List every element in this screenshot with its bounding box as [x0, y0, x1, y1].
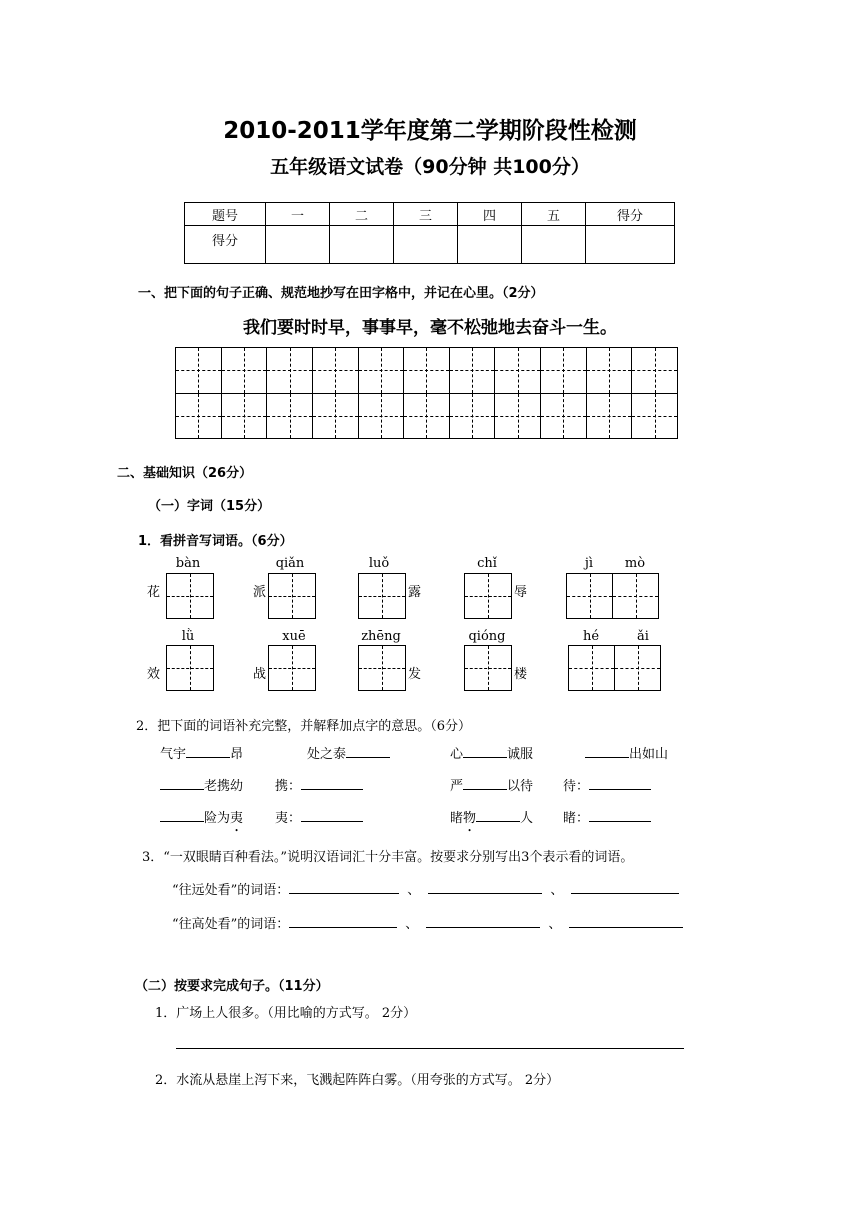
fill-blank[interactable]	[186, 757, 230, 758]
pinyin-label: zhēng	[361, 629, 401, 644]
score-header-cell: 得分	[586, 203, 675, 226]
grid-cell[interactable]	[631, 347, 678, 394]
fill-blank[interactable]	[463, 757, 507, 758]
score-header-cell: 题号	[185, 203, 266, 226]
grid-cell[interactable]	[631, 393, 678, 440]
grid-cell[interactable]	[175, 347, 222, 394]
writing-box[interactable]	[566, 573, 613, 619]
subsection1-heading: （一）字词（15分）	[148, 499, 271, 514]
score-header-cell: 五	[522, 203, 586, 226]
pinyin-label: lǜ	[181, 629, 195, 644]
score-header-cell: 三	[394, 203, 458, 226]
char-before: 战	[253, 667, 267, 682]
idiom-item: 心 诚服	[450, 747, 534, 762]
writing-box[interactable]	[268, 573, 316, 619]
explain-item: 睹：	[563, 807, 651, 826]
pinyin-label: qióng	[468, 629, 506, 644]
writing-box[interactable]	[166, 645, 214, 691]
fill-blank[interactable]	[476, 821, 520, 822]
sentence-task: 2．水流从悬崖上泻下来，飞溅起阵阵白雾。（用夸张的方式写。 2分）	[155, 1073, 560, 1088]
pinyin-label: ǎi	[637, 629, 649, 644]
q3-line: “往远处看”的词语： 、 、	[172, 879, 679, 898]
explain-item: 待：	[563, 775, 651, 794]
score-entry-cell[interactable]	[458, 226, 522, 264]
fill-blank[interactable]	[589, 821, 651, 822]
score-header-cell: 二	[330, 203, 394, 226]
pinyin-label: jì	[584, 556, 594, 571]
fill-blank[interactable]	[463, 789, 507, 790]
score-row-label: 得分	[185, 226, 266, 264]
pinyin-label: chǐ	[477, 556, 497, 571]
pinyin-label: hé	[582, 629, 600, 644]
grid-cell[interactable]	[540, 393, 587, 440]
char-before: 花	[147, 585, 161, 600]
exam-title: 2010-2011学年度第二学期阶段性检测	[223, 118, 637, 144]
writing-box[interactable]	[568, 645, 615, 691]
subsection2-heading: （二）按要求完成句子。（11分）	[135, 979, 329, 994]
fill-blank[interactable]	[301, 789, 363, 790]
q2-heading: 2．把下面的词语补充完整，并解释加点字的意思。（6分）	[136, 719, 472, 734]
score-entry-cell[interactable]	[522, 226, 586, 264]
grid-cell[interactable]	[266, 347, 313, 394]
fill-blank[interactable]	[428, 893, 542, 894]
writing-box[interactable]	[612, 573, 659, 619]
fill-blank[interactable]	[289, 893, 399, 894]
fill-blank[interactable]	[160, 821, 204, 822]
idiom-item: 睹物 人	[450, 811, 534, 826]
idiom-item: 险为夷	[160, 807, 243, 826]
fill-blank[interactable]	[301, 821, 363, 822]
grid-cell[interactable]	[221, 347, 268, 394]
score-header-cell: 四	[458, 203, 522, 226]
explain-item: 携：	[275, 775, 363, 794]
grid-cell[interactable]	[494, 347, 541, 394]
section1-heading: 一、把下面的句子正确、规范地抄写在田字格中，并记在心里。（2分）	[138, 286, 544, 301]
pinyin-label: xuē	[282, 629, 306, 644]
explain-item: 夷：	[275, 807, 363, 826]
grid-cell[interactable]	[403, 347, 450, 394]
fill-blank[interactable]	[589, 789, 651, 790]
fill-blank[interactable]	[569, 927, 683, 928]
grid-cell[interactable]	[266, 393, 313, 440]
pinyin-label: bàn	[175, 556, 201, 571]
pinyin-label: luǒ	[368, 556, 390, 571]
fill-blank[interactable]	[160, 789, 204, 790]
sentence-task: 1．广场上人很多。（用比喻的方式写。 2分）	[155, 1006, 417, 1021]
grid-cell[interactable]	[586, 393, 633, 440]
fill-blank[interactable]	[571, 893, 679, 894]
idiom-item: 出如山	[585, 743, 668, 762]
grid-cell[interactable]	[358, 347, 405, 394]
char-before: 派	[253, 585, 267, 600]
writing-box[interactable]	[614, 645, 661, 691]
grid-cell[interactable]	[449, 347, 496, 394]
fill-blank[interactable]	[426, 927, 540, 928]
writing-box[interactable]	[464, 645, 512, 691]
emphasis-char: 夷	[230, 811, 244, 826]
fill-blank[interactable]	[585, 757, 629, 758]
char-after: 辱	[514, 585, 528, 600]
q3-line: “往高处看”的词语： 、 、	[172, 913, 683, 932]
fill-blank[interactable]	[289, 927, 397, 928]
q1-heading: 1．看拼音写词语。（6分）	[138, 534, 293, 549]
q3-heading: 3．“一双眼睛百种看法。”说明汉语词汇十分丰富。按要求分别写出3个表示看的词语。	[142, 850, 634, 865]
copy-sentence: 我们要时时早，事事早，毫不松弛地去奋斗一生。	[243, 318, 617, 338]
char-before: 效	[147, 667, 161, 682]
writing-box[interactable]	[358, 573, 406, 619]
grid-cell[interactable]	[312, 347, 359, 394]
grid-cell[interactable]	[221, 393, 268, 440]
score-entry-cell[interactable]	[586, 226, 675, 264]
fill-blank[interactable]	[346, 757, 390, 758]
grid-cell[interactable]	[494, 393, 541, 440]
grid-cell[interactable]	[586, 347, 633, 394]
answer-line[interactable]	[176, 1048, 684, 1049]
idiom-item: 处之泰	[307, 743, 390, 762]
grid-cell[interactable]	[358, 393, 405, 440]
writing-box[interactable]	[464, 573, 512, 619]
section2-heading: 二、基础知识（26分）	[117, 466, 253, 481]
exam-subtitle: 五年级语文试卷（90分钟 共100分）	[270, 156, 590, 178]
char-after: 发	[408, 667, 422, 682]
emphasis-char: 物	[463, 811, 477, 826]
char-after: 露	[408, 585, 422, 600]
grid-cell[interactable]	[403, 393, 450, 440]
pinyin-label: qiǎn	[275, 556, 305, 571]
grid-cell[interactable]	[312, 393, 359, 440]
score-entry-cell[interactable]	[330, 226, 394, 264]
grid-cell[interactable]	[175, 393, 222, 440]
writing-box[interactable]	[358, 645, 406, 691]
writing-box[interactable]	[268, 645, 316, 691]
grid-cell[interactable]	[449, 393, 496, 440]
score-entry-cell[interactable]	[394, 226, 458, 264]
score-header-cell: 一	[266, 203, 330, 226]
score-table	[184, 202, 675, 264]
pinyin-label: mò	[624, 556, 646, 571]
idiom-item: 老携幼	[160, 775, 243, 794]
writing-box[interactable]	[166, 573, 214, 619]
idiom-item: 严 以待	[450, 779, 534, 794]
grid-cell[interactable]	[540, 347, 587, 394]
char-after: 楼	[514, 667, 528, 682]
idiom-item: 气宇 昂	[160, 747, 244, 762]
copy-grid[interactable]	[175, 347, 677, 438]
score-entry-cell[interactable]	[266, 226, 330, 264]
